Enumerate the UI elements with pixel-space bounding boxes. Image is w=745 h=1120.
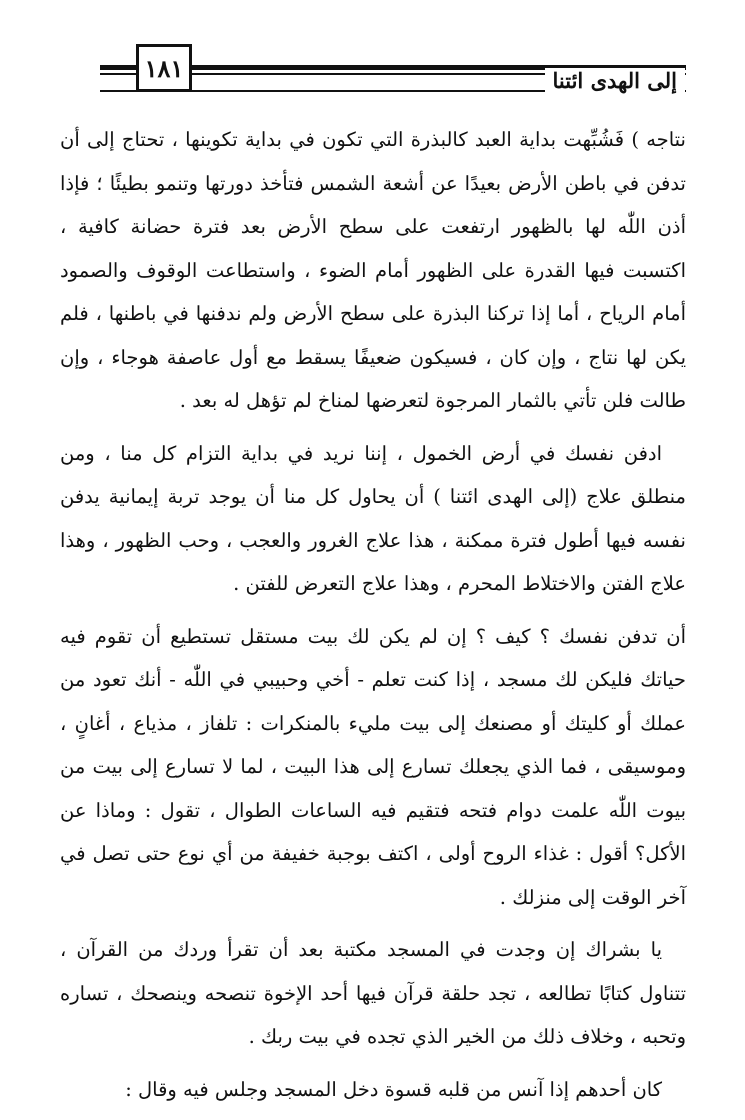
paragraph: يا بشراك إن وجدت في المسجد مكتبة بعد أن تقرأ وردك من القرآن ، تتناول كتابًا تطالعه ، تجد حلقة قرآن فيها أحد الإخوة تنصحه وينصحك ، تساره وتحبه ، وخلاف ذلك من الخير الذي تجده في بيت ربك . <box>60 938 686 1048</box>
body-text <box>60 118 686 1120</box>
paragraph: نتاجه ) فَشُبِّهت بداية العبد كالبذرة التي تكون في بداية تكوينها ، تحتاج إلى أن تدفن في باطن الأرض بعيدًا عن أشعة الشمس فتأخذ دورتها وتنمو بطيئًا ؛ فإذا أذن اللّٰه لها بالظهور ارتفعت على سطح الأرض بعد فترة حضانة كافية ، اكتسبت فيها القدرة على الظهور أمام الضوء ، واستطاعت الوقوف والصمود أمام الرياح ، أما إذا تركنا البذرة على سطح الأرض ولم ندفنها في باطنها ، فلم يكن لها نتاج ، وإن كان ، فسيكون ضعيفًا يسقط مع أول عاصفة هوجاء ، وإن طالت فلن تأتي بالثمار المرجوة لتعرضها لمناخ لم تؤهل له بعد . <box>60 128 686 412</box>
page-header <box>0 0 745 110</box>
paragraph: كان أحدهم إذا آنس من قلبه قسوة دخل المسجد وجلس فيه وقال : <box>125 1077 662 1101</box>
paragraph: أن تدفن نفسك ؟ كيف ؟ إن لم يكن لك بيت مستقل تستطيع أن تقوم فيه حياتك فليكن لك مسجد ، إذا كنت تعلم - أخي وحبيبي في اللّٰه - أنك تعود من عملك أو كليتك أو مصنعك إلى بيت مليء بالمنكرات : تلفاز ، مذياع ، أغانٍ ، وموسيقى ، فما الذي يجعلك تسارع إلى هذا البيت ، لما لا تسارع إلى بيت من بيوت اللّٰه علمت دوام فتحه فتقيم فيه الساعات الطوال ، تقول : وماذا عن الأكل؟ أقول : غذاء الروح أولى ، اكتف بوجبة خفيفة من أي نوع حتى تصل في آخر الوقت إلى منزلك . <box>60 624 686 909</box>
paragraph: ادفن نفسك في أرض الخمول ، إننا نريد في بداية التزام كل منا ، ومن منطلق علاج (إلى الهدى ائتنا ) أن يحاول كل منا أن يوجد تربة إيمانية يدفن نفسه فيها أطول فترة ممكنة ، هذا علاج الغرور والعجب ، وحب الظهور ، وهذا علاج الفتن والاختلاط المحرم ، وهذا علاج التعرض للفتن . <box>60 441 686 595</box>
running-title: إلى الهدى ائتنا <box>545 68 685 93</box>
header-rule-left-thin <box>100 73 138 75</box>
header-rule-left-thick <box>100 65 138 70</box>
page-number: ١٨١ <box>136 44 192 92</box>
